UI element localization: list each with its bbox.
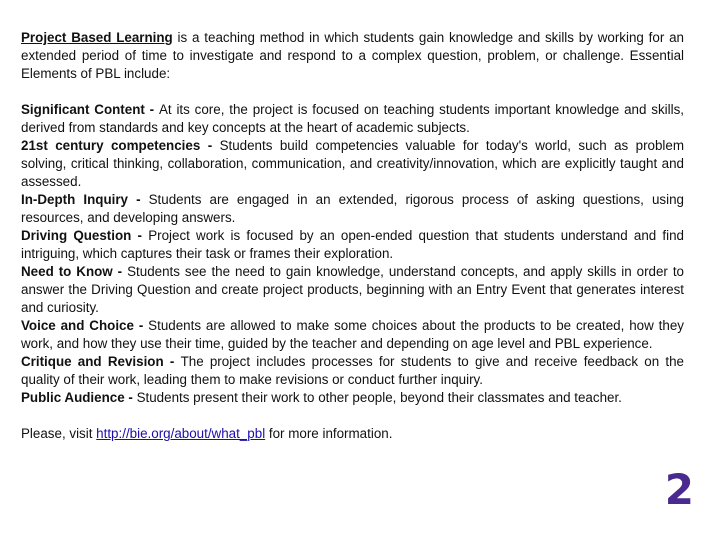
item-title: Public Audience - bbox=[21, 390, 137, 405]
item-text: Students are allowed to make some choices about the products to be created, how they work, and how they use their time, guided by the teacher and depending on age level and PBL experience. bbox=[21, 318, 684, 351]
intro-text: is a teaching method in which students gain knowledge and skills by working for an extended period of time to investigate and respond to a complex question, problem, or challenge. Essential Elements of PBL include: bbox=[21, 30, 684, 81]
item-text: At its core, the project is focused on teaching students important knowledge and skills, derived from standards and key concepts at the heart of academic subjects. bbox=[21, 102, 684, 135]
item-text: The project includes processes for students to give and receive feedback on the quality of their work, leading them to make revisions or conduct further inquiry. bbox=[21, 354, 684, 387]
footer-after: for more information. bbox=[265, 426, 393, 441]
page-number: 2 bbox=[664, 465, 694, 514]
list-item bbox=[21, 263, 684, 317]
item-title: Voice and Choice - bbox=[21, 318, 149, 333]
list-item bbox=[21, 137, 684, 191]
list-item bbox=[21, 389, 684, 407]
list-item bbox=[21, 353, 684, 389]
item-text: Students build competencies valuable for today's world, such as problem solving, critical thinking, collaboration, communication, and creativity/innovation, which are explicitly taught and assessed. bbox=[21, 138, 684, 189]
elements-list bbox=[21, 101, 684, 407]
intro-paragraph bbox=[21, 29, 684, 83]
document-body bbox=[21, 29, 684, 443]
item-title: 21st century competencies - bbox=[21, 138, 220, 153]
list-item bbox=[21, 227, 684, 263]
item-text: Project work is focused by an open-ended question that students understand and find intriguing, which captures their task or frames their exploration. bbox=[21, 228, 685, 261]
list-item bbox=[21, 317, 684, 353]
item-title: In-Depth Inquiry - bbox=[21, 192, 149, 207]
item-text: Students are engaged in an extended, rigorous process of asking questions, using resources, and developing answers. bbox=[21, 192, 684, 225]
list-item bbox=[21, 101, 684, 137]
item-text: Students see the need to gain knowledge, understand concepts, and apply skills in order to answer the Driving Question and create project products, beginning with an Entry Event that generates interest and curiosity. bbox=[21, 264, 685, 315]
pbl-term: Project Based Learning bbox=[21, 30, 173, 45]
item-title: Significant Content - bbox=[21, 102, 159, 117]
footer-note bbox=[21, 425, 684, 443]
footer-before: Please, visit bbox=[21, 426, 97, 441]
item-title: Critique and Revision - bbox=[21, 354, 181, 369]
bie-link[interactable]: http://bie.org/about/what_pbl bbox=[96, 426, 266, 441]
item-text: Students present their work to other people, beyond their classmates and teacher. bbox=[136, 390, 622, 405]
item-title: Driving Question - bbox=[21, 228, 149, 243]
item-title: Need to Know - bbox=[21, 264, 128, 279]
list-item bbox=[21, 191, 684, 227]
